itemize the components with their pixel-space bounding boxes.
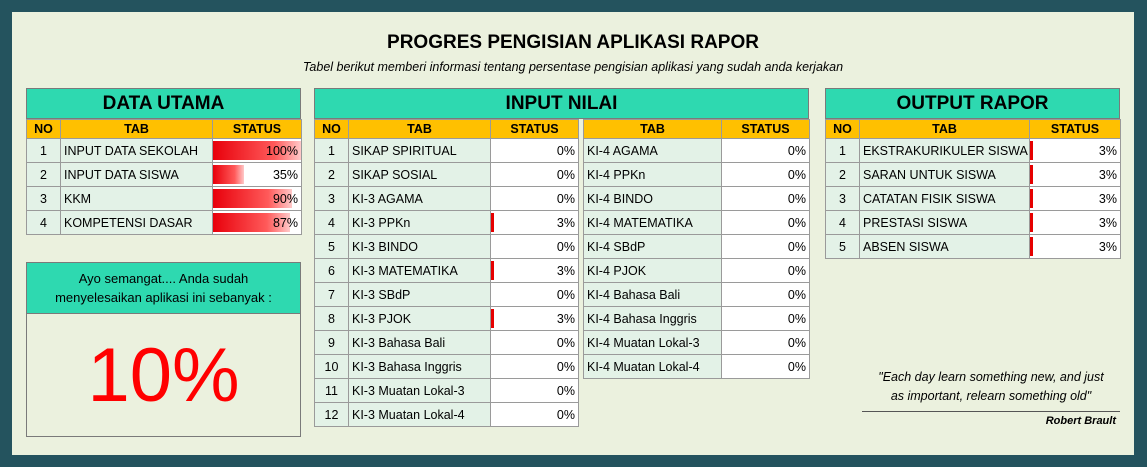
col-tab: TAB	[349, 120, 491, 139]
input-nilai-right-table	[583, 119, 810, 379]
table-row	[315, 139, 579, 163]
tab-name: KI-4 Bahasa Inggris	[584, 307, 722, 331]
progress-bar	[1030, 189, 1033, 208]
table-row	[315, 331, 579, 355]
quote-text	[860, 368, 1122, 406]
col-no: NO	[315, 120, 349, 139]
col-status: STATUS	[722, 120, 810, 139]
status-value: 3%	[1098, 191, 1117, 206]
table-row	[826, 211, 1121, 235]
table-row	[315, 283, 579, 307]
row-number: 9	[315, 331, 349, 355]
table-row	[27, 211, 302, 235]
status-value: 0%	[787, 311, 806, 326]
table-row	[584, 307, 810, 331]
tab-name: EKSTRAKURIKULER SISWA	[860, 139, 1030, 163]
tab-name: KI-4 BINDO	[584, 187, 722, 211]
tab-name: KI-4 MATEMATIKA	[584, 211, 722, 235]
data-utama-table	[26, 119, 302, 235]
status-cell	[213, 211, 302, 235]
row-number: 2	[27, 163, 61, 187]
status-cell	[491, 379, 579, 403]
status-value: 0%	[787, 143, 806, 158]
tab-name: KI-3 AGAMA	[349, 187, 491, 211]
status-cell	[1030, 235, 1121, 259]
status-value: 0%	[556, 191, 575, 206]
status-cell	[1030, 163, 1121, 187]
quote-line-2: as important, relearn something old"	[890, 389, 1092, 403]
row-number: 11	[315, 379, 349, 403]
status-value: 0%	[556, 287, 575, 302]
tab-name: ABSEN SISWA	[860, 235, 1030, 259]
status-cell	[491, 283, 579, 307]
table-row	[826, 139, 1121, 163]
row-number: 6	[315, 259, 349, 283]
table-row	[584, 211, 810, 235]
status-value: 0%	[787, 263, 806, 278]
motivation-line-1: Ayo semangat.... Anda sudah	[78, 271, 249, 286]
motivation-line-2: menyelesaikan aplikasi ini sebanyak :	[55, 290, 272, 305]
status-cell	[491, 139, 579, 163]
status-cell	[722, 235, 810, 259]
status-cell	[722, 355, 810, 379]
table-row	[826, 163, 1121, 187]
row-number: 4	[315, 211, 349, 235]
output-rapor-header: OUTPUT RAPOR	[825, 88, 1120, 119]
col-status: STATUS	[213, 120, 302, 139]
tab-name: KI-3 Bahasa Bali	[349, 331, 491, 355]
tab-name: KI-3 Muatan Lokal-3	[349, 379, 491, 403]
status-cell	[491, 187, 579, 211]
status-value: 3%	[1098, 167, 1117, 182]
status-cell	[1030, 187, 1121, 211]
tab-name: KI-3 MATEMATIKA	[349, 259, 491, 283]
tab-name: KI-3 PPKn	[349, 211, 491, 235]
tab-name: KOMPETENSI DASAR	[61, 211, 213, 235]
table-row	[315, 403, 579, 427]
status-value: 0%	[556, 359, 575, 374]
table-row	[584, 163, 810, 187]
status-value: 3%	[556, 215, 575, 230]
table-row	[584, 331, 810, 355]
row-number: 4	[826, 211, 860, 235]
quote-divider	[862, 411, 1120, 412]
status-cell	[491, 259, 579, 283]
status-cell	[213, 163, 302, 187]
tab-name: KI-3 SBdP	[349, 283, 491, 307]
status-value: 3%	[1098, 215, 1117, 230]
tab-name: KI-4 PPKn	[584, 163, 722, 187]
motivation-message	[26, 262, 301, 314]
tab-name: INPUT DATA SEKOLAH	[61, 139, 213, 163]
status-value: 35%	[272, 167, 298, 182]
table-row	[584, 259, 810, 283]
page-subtitle: Tabel berikut memberi informasi tentang persentase pengisian aplikasi yang sudah anda kerjakan	[302, 60, 844, 74]
table-row	[315, 211, 579, 235]
row-number: 8	[315, 307, 349, 331]
table-row	[584, 187, 810, 211]
status-cell	[491, 355, 579, 379]
tab-name: KI-4 Muatan Lokal-3	[584, 331, 722, 355]
col-tab: TAB	[584, 120, 722, 139]
status-cell	[491, 163, 579, 187]
row-number: 5	[315, 235, 349, 259]
tab-name: INPUT DATA SISWA	[61, 163, 213, 187]
status-cell	[722, 307, 810, 331]
status-cell	[213, 187, 302, 211]
status-value: 3%	[1098, 143, 1117, 158]
progress-bar	[491, 213, 494, 232]
col-status: STATUS	[1030, 120, 1121, 139]
tab-name: KI-3 PJOK	[349, 307, 491, 331]
status-value: 0%	[787, 167, 806, 182]
status-value: 0%	[787, 239, 806, 254]
row-number: 1	[826, 139, 860, 163]
row-number: 3	[826, 187, 860, 211]
status-cell	[1030, 139, 1121, 163]
dashboard-sheet	[12, 12, 1134, 455]
status-value: 0%	[787, 215, 806, 230]
status-cell	[722, 187, 810, 211]
page-title: PROGRES PENGISIAN APLIKASI RAPOR	[387, 32, 759, 53]
table-row	[315, 259, 579, 283]
table-row	[27, 139, 302, 163]
quote-author: Robert Brault	[1045, 415, 1116, 427]
col-status: STATUS	[491, 120, 579, 139]
row-number: 1	[315, 139, 349, 163]
table-row	[584, 283, 810, 307]
table-row	[315, 307, 579, 331]
progress-bar	[1030, 237, 1033, 256]
row-number: 7	[315, 283, 349, 307]
row-number: 5	[826, 235, 860, 259]
progress-bar	[491, 309, 494, 328]
tab-name: KKM	[61, 187, 213, 211]
row-number: 4	[27, 211, 61, 235]
table-row	[27, 187, 302, 211]
status-value: 0%	[787, 191, 806, 206]
tab-name: KI-3 Muatan Lokal-4	[349, 403, 491, 427]
data-utama-header: DATA UTAMA	[26, 88, 301, 119]
tab-name: SIKAP SPIRITUAL	[349, 139, 491, 163]
tab-name: PRESTASI SISWA	[860, 211, 1030, 235]
tab-name: CATATAN FISIK SISWA	[860, 187, 1030, 211]
tab-name: KI-4 Bahasa Bali	[584, 283, 722, 307]
status-cell	[722, 163, 810, 187]
status-value: 0%	[556, 335, 575, 350]
input-nilai-left-table	[314, 119, 579, 427]
progress-bar	[213, 165, 244, 184]
status-value: 3%	[556, 311, 575, 326]
row-number: 3	[315, 187, 349, 211]
col-no: NO	[826, 120, 860, 139]
col-tab: TAB	[860, 120, 1030, 139]
status-cell	[491, 331, 579, 355]
output-rapor-table	[825, 119, 1121, 259]
col-no: NO	[27, 120, 61, 139]
table-row	[826, 187, 1121, 211]
row-number: 1	[27, 139, 61, 163]
status-cell	[722, 283, 810, 307]
table-row	[315, 355, 579, 379]
tab-name: SIKAP SOSIAL	[349, 163, 491, 187]
input-nilai-header: INPUT NILAI	[314, 88, 809, 119]
status-value: 0%	[556, 407, 575, 422]
table-row	[826, 235, 1121, 259]
progress-bar	[1030, 165, 1033, 184]
status-value: 87%	[272, 215, 298, 230]
col-tab: TAB	[61, 120, 213, 139]
row-number: 2	[315, 163, 349, 187]
status-value: 100%	[266, 143, 298, 158]
row-number: 12	[315, 403, 349, 427]
overall-progress-box	[26, 314, 301, 437]
tab-name: KI-4 Muatan Lokal-4	[584, 355, 722, 379]
table-row	[315, 163, 579, 187]
status-value: 0%	[556, 239, 575, 254]
status-cell	[722, 259, 810, 283]
status-cell	[213, 139, 302, 163]
status-value: 3%	[556, 263, 575, 278]
table-row	[315, 187, 579, 211]
tab-name: KI-3 BINDO	[349, 235, 491, 259]
tab-name: KI-4 AGAMA	[584, 139, 722, 163]
status-cell	[722, 211, 810, 235]
status-value: 3%	[1098, 239, 1117, 254]
tab-name: SARAN UNTUK SISWA	[860, 163, 1030, 187]
tab-name: KI-4 PJOK	[584, 259, 722, 283]
status-cell	[491, 307, 579, 331]
status-value: 0%	[787, 287, 806, 302]
progress-bar	[1030, 213, 1033, 232]
table-row	[584, 139, 810, 163]
quote-line-1: "Each day learn something new, and just	[878, 370, 1104, 384]
table-row	[584, 355, 810, 379]
table-row	[27, 163, 302, 187]
status-value: 0%	[787, 359, 806, 374]
progress-bar	[491, 261, 494, 280]
table-row	[315, 235, 579, 259]
status-value: 0%	[556, 143, 575, 158]
status-cell	[491, 211, 579, 235]
status-cell	[722, 139, 810, 163]
status-cell	[491, 403, 579, 427]
table-row	[584, 235, 810, 259]
status-value: 0%	[787, 335, 806, 350]
row-number: 10	[315, 355, 349, 379]
tab-name: KI-4 SBdP	[584, 235, 722, 259]
status-value: 0%	[556, 383, 575, 398]
overall-progress-percent: 10%	[87, 333, 240, 418]
status-cell	[491, 235, 579, 259]
status-value: 90%	[272, 191, 298, 206]
tab-name: KI-3 Bahasa Inggris	[349, 355, 491, 379]
status-cell	[1030, 211, 1121, 235]
row-number: 2	[826, 163, 860, 187]
row-number: 3	[27, 187, 61, 211]
progress-bar	[1030, 141, 1033, 160]
status-value: 0%	[556, 167, 575, 182]
table-row	[315, 379, 579, 403]
status-cell	[722, 331, 810, 355]
